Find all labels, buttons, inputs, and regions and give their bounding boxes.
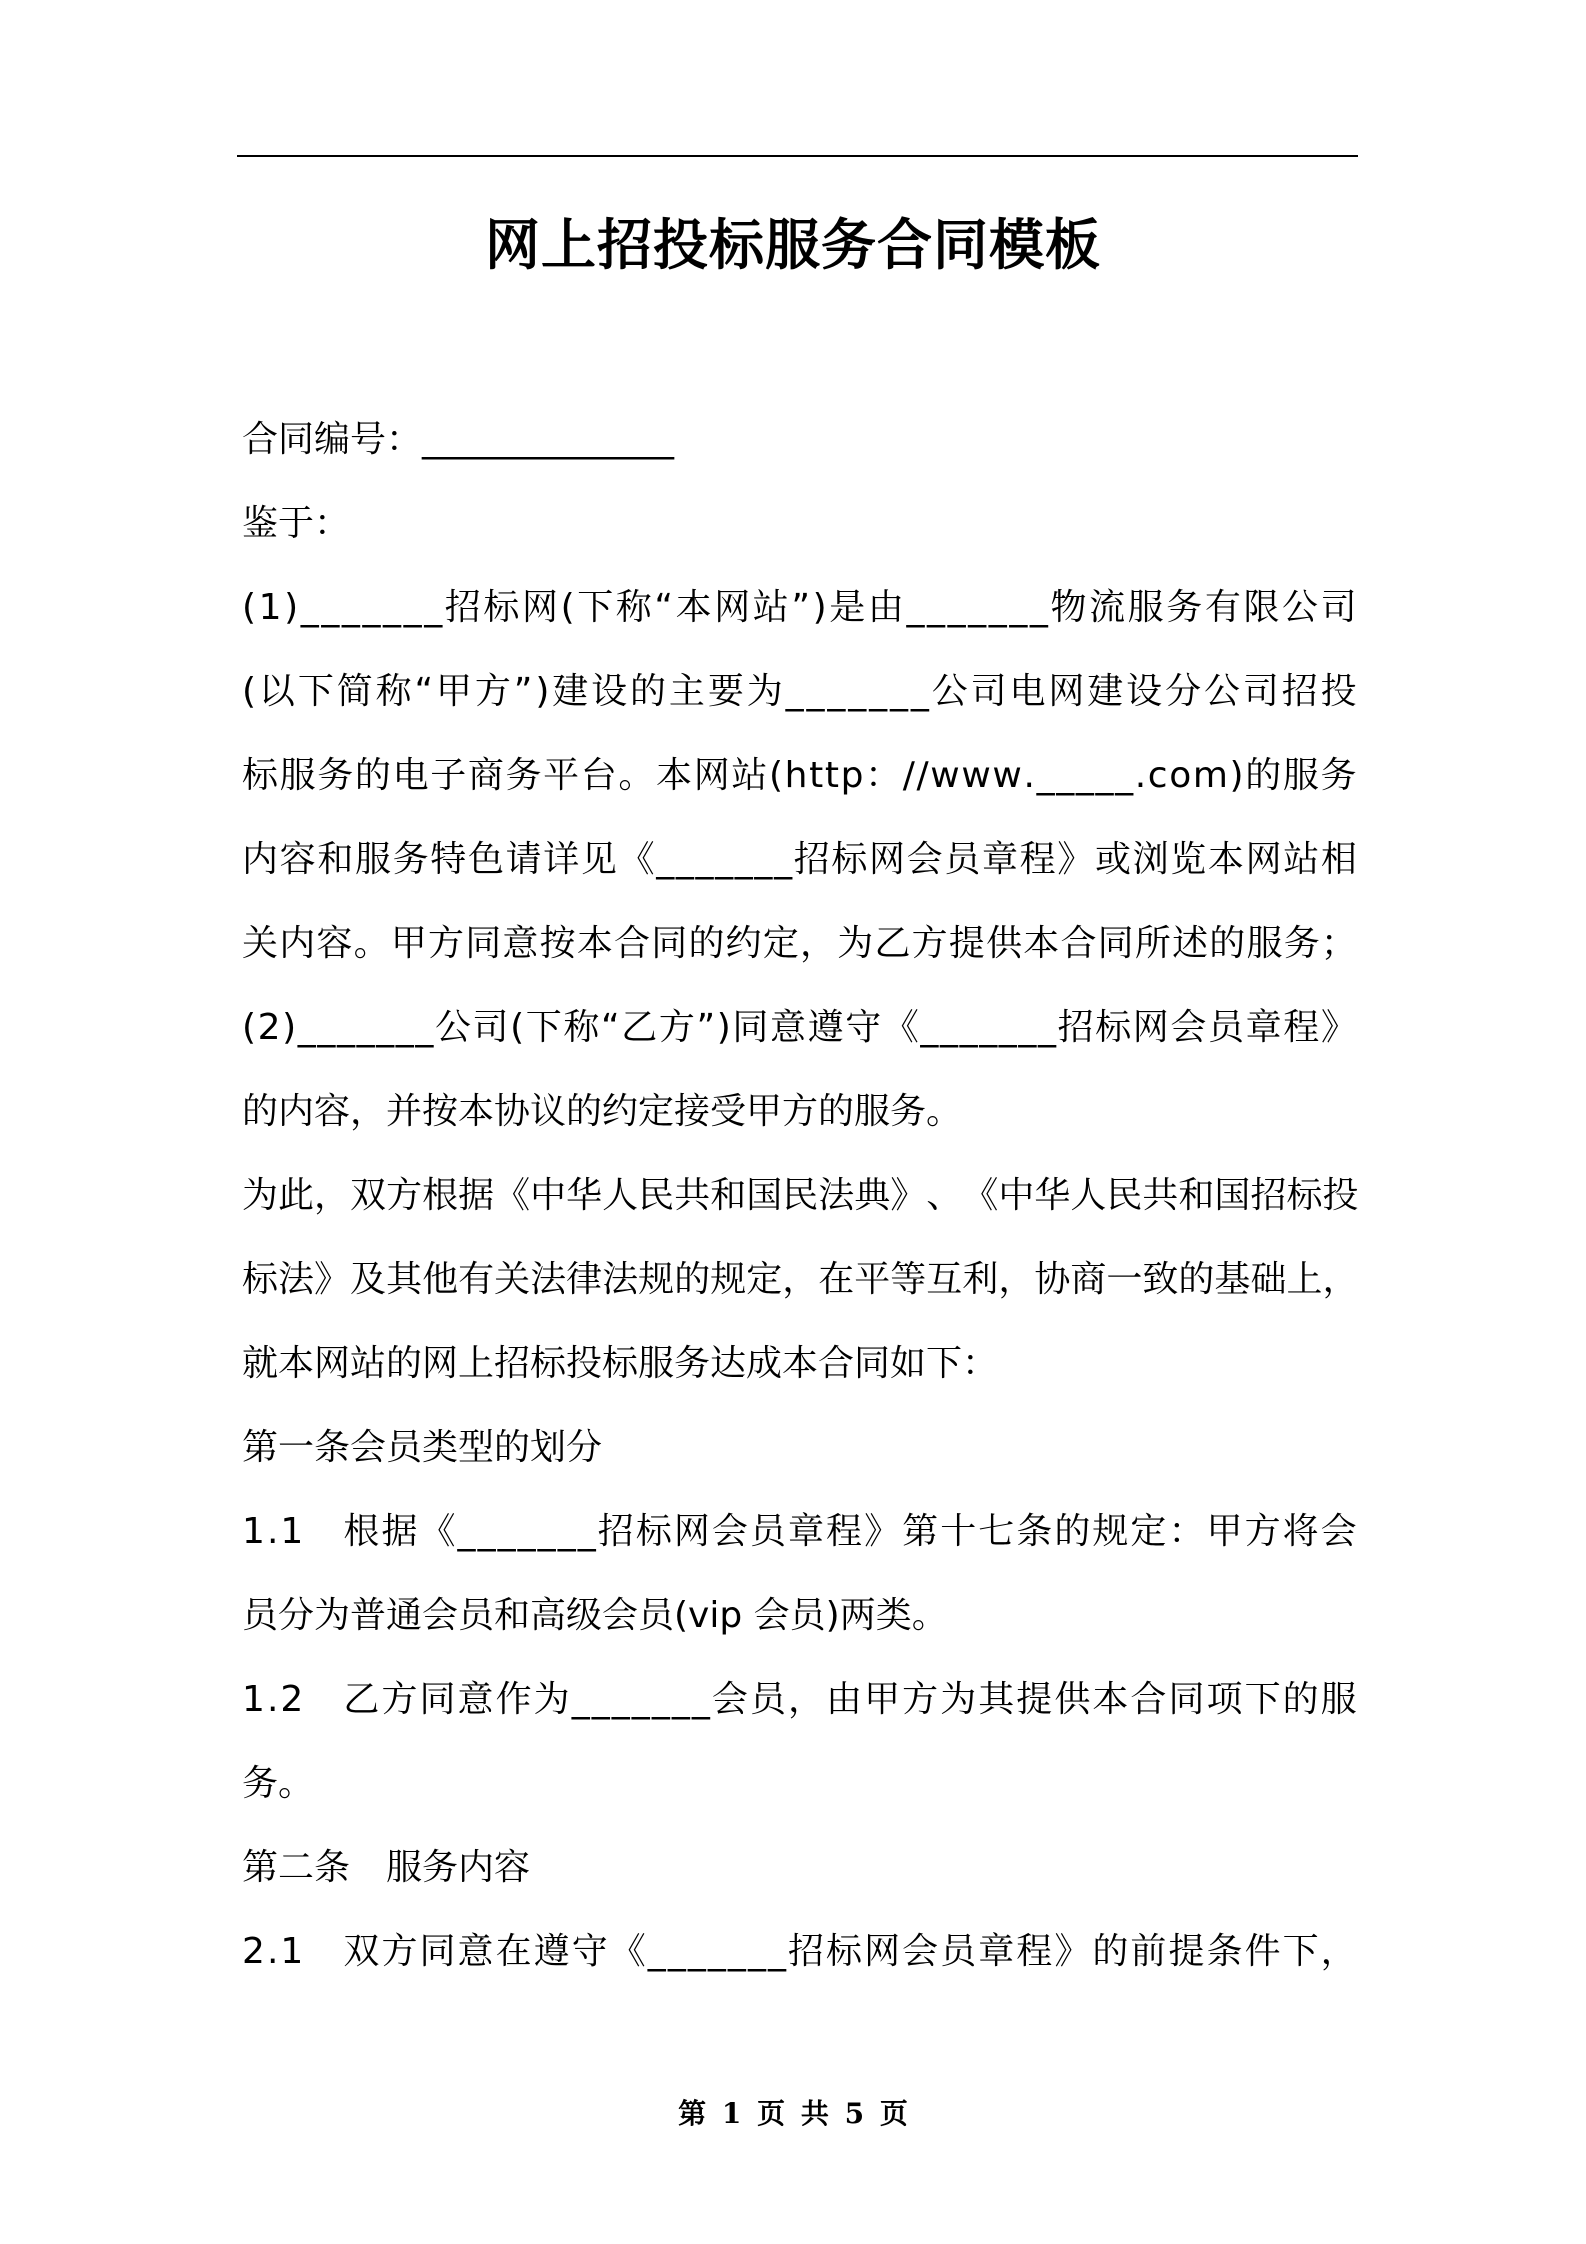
body-line: 为 此 ， 双 方 根 据 《 中 华 人 民 共 和 国 民 法 典 》 、 《 中 华 人 民 共 和 国 招 标 投 [242, 1175, 1359, 1216]
body-line: 务。 [242, 1763, 315, 1804]
header-divider [237, 155, 1358, 157]
body-line: 1 . 1 根 据 《 _ _ _ _ _ _ _ 招 标 网 会 员 章 程 》 第 十 七 条 的 规 定 ： 甲 方 将 会 [242, 1511, 1357, 1552]
body-line: 关 内 容 。 甲 方 同 意 按 本 合 同 的 约 定 ， 为 乙 方 提 供 本 合 同 所 述 的 服 务 ； [242, 923, 1357, 964]
body-line: 鉴于： [242, 503, 351, 544]
body-line: 内 容 和 服 务 特 色 请 详 见 《 _ _ _ _ _ _ _ 招 标 网 会 员 章 程 》 或 浏 览 本 网 站 相 [242, 839, 1357, 880]
body-line: 第一条会员类型的划分 [242, 1427, 603, 1468]
body-line: ( 以 下 简 称 “ 甲 方 ” ) 建 设 的 主 要 为 _ _ _ _ _ _ _ 公 司 电 网 建 设 分 公 司 招 投 [242, 671, 1357, 712]
document-body [242, 398, 1357, 1994]
body-line: 2 . 1 双 方 同 意 在 遵 守 《 _ _ _ _ _ _ _ 招 标 网 会 员 章 程 》 的 前 提 条 件 下 ， [242, 1931, 1357, 1972]
document-title: 网上招投标服务合同模板 [484, 213, 1101, 277]
body-line: 第二条 服务内容 [242, 1847, 531, 1888]
body-line: 员分为普通会员和高级会员(vip 会员)两类。 [242, 1595, 948, 1636]
body-line: 就本网站的网上招标投标服务达成本合同如下： [242, 1343, 999, 1384]
body-line: ( 1 ) _ _ _ _ _ _ _ 招 标 网 ( 下 称 “ 本 网 站 ” ) 是 由 _ _ _ _ _ _ _ 物 流 服 务 有 限 公 司 [242, 587, 1357, 628]
body-line: 合同编号：______________ [242, 419, 675, 460]
body-line: ( 2 ) _ _ _ _ _ _ _ 公 司 ( 下 称 “ 乙 方 ” ) 同 意 遵 守 《 _ _ _ _ _ _ _ 招 标 网 会 员 章 程 》 [242, 1007, 1357, 1048]
body-line: 标 法 》 及 其 他 有 关 法 律 法 规 的 规 定 ， 在 平 等 互 利 ， 协 商 一 致 的 基 础 上 ， [242, 1259, 1359, 1300]
page-number: 第 1 页 共 5 页 [678, 2097, 908, 2130]
body-line: 1 . 2 乙 方 同 意 作 为 _ _ _ _ _ _ _ 会 员 ， 由 甲 方 为 其 提 供 本 合 同 项 下 的 服 [242, 1679, 1357, 1720]
body-line: 标 服 务 的 电 子 商 务 平 台 。 本 网 站 ( h t t p ： / / w w w . _ _ _ _ _ . c o m ) 的 服 务 [242, 755, 1357, 796]
body-line: 的内容，并按本协议的约定接受甲方的服务。 [242, 1091, 963, 1132]
